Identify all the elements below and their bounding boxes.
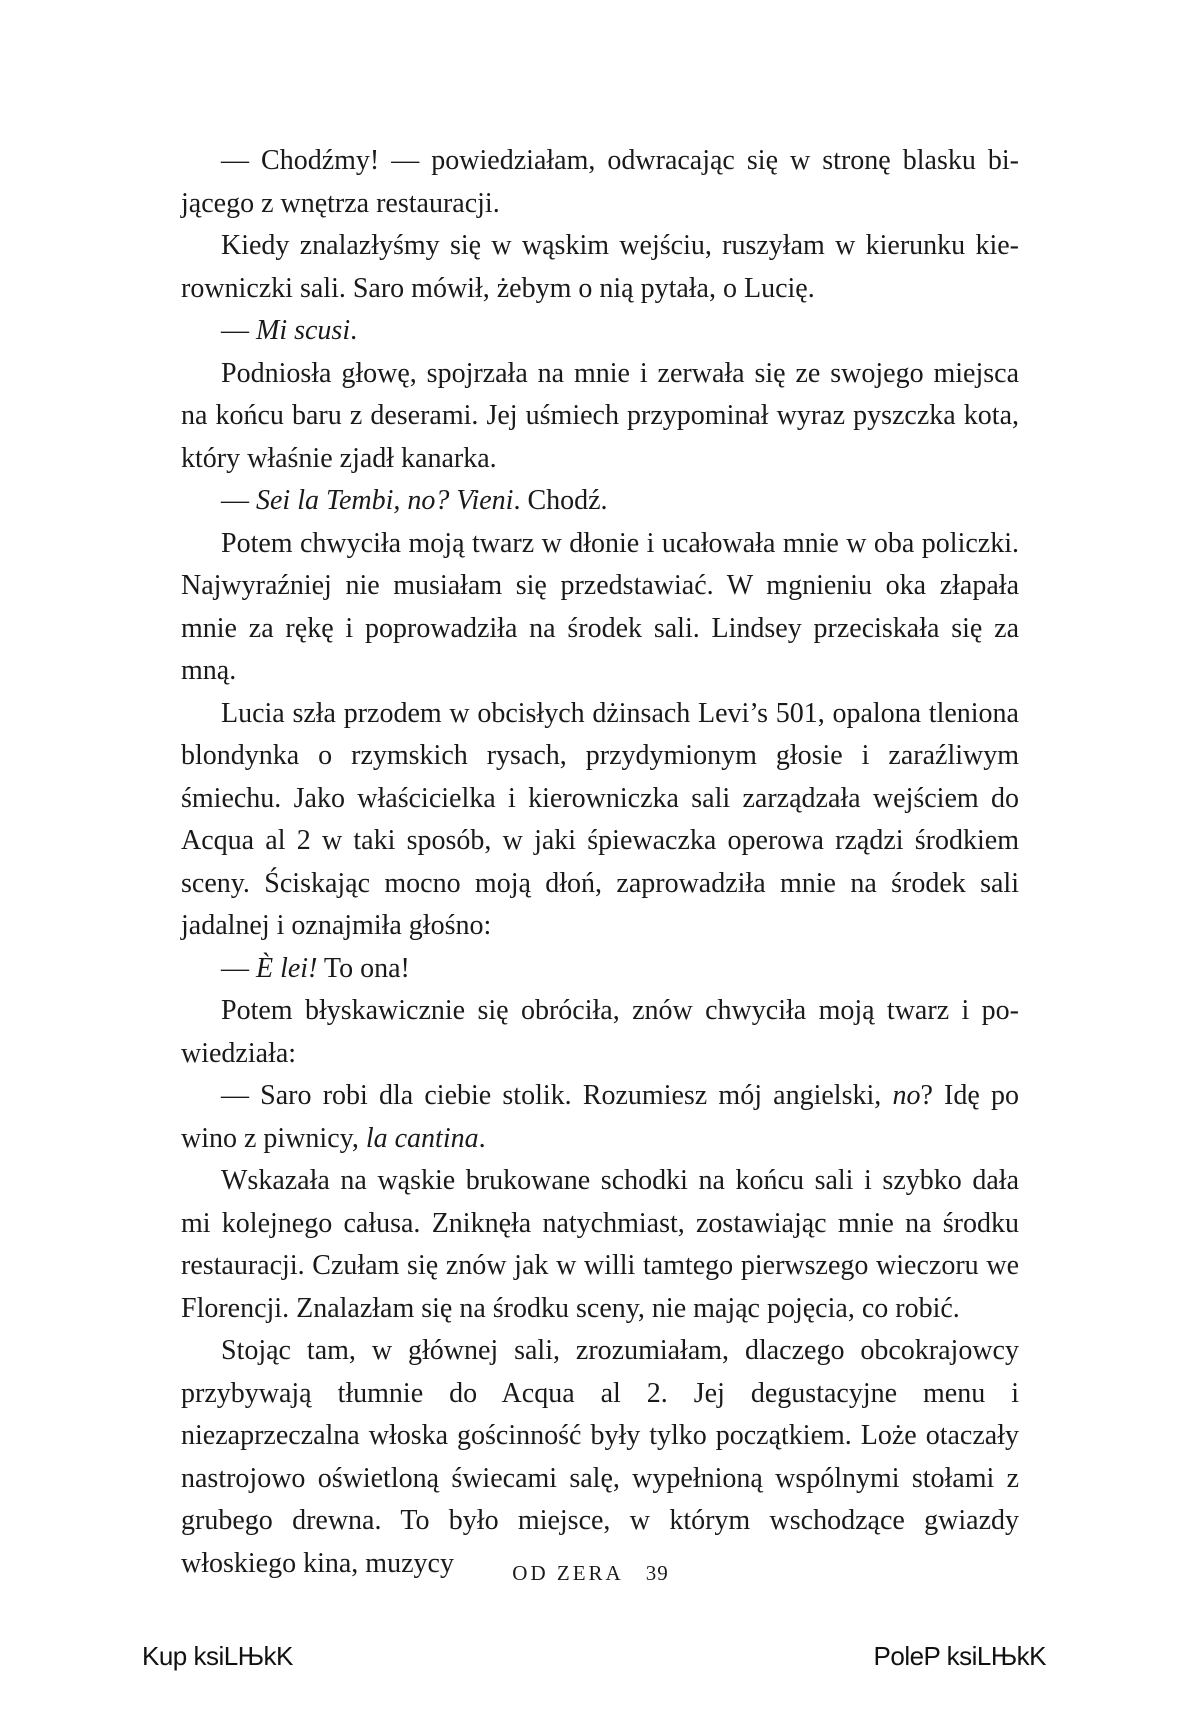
paragraph [181, 225, 1019, 310]
text-run: Potem chwyciła moją twarz w dłonie i ucałowała mnie w oba policzki. Najwyraźniej nie musiałam się przedstawiać. W mgnieniu oka złapała mnie za rękę i poprowadziła na środek sali. Lindsey przeciskała się za mną. [181, 527, 1019, 686]
text-run: Wskazała na wąskie brukowane schodki na końcu sali i szybko dała mi kolejnego całusa. Zniknęła natychmiast, zostawiając mnie na środku restauracji. Czułam się znów jak w willi tamtego pierwszego wieczoru we Florencji. Znalazłam się na środku sceny, nie mając pojęcia, co robić. [181, 1165, 1019, 1324]
text-run: Kiedy znalazłyśmy się w wąskim wejściu, ruszyłam w kierunku kierowniczki sali. Saro mówił, żebym o nią pytała, o Lucię. [181, 230, 1019, 304]
text-run: . Chodź. [513, 485, 608, 516]
paragraph [181, 140, 1019, 225]
text-run: Stojąc tam, w głównej sali, zrozumiałam, dlaczego obcokrajowcy przybywają tłumnie do Acqua al 2. Jej degustacyjne menu i niezaprzeczalna włoska gościnność były tylko początkiem. Loże otaczały nastrojowo oświetloną świecami salę, wypełnioną wspólnymi stołami z grubego drewna. To było miejsce, w którym wschodzące gwiazdy włoskiego kina, muzycy [181, 1335, 1019, 1579]
italic-text: no [892, 1080, 921, 1111]
paragraph [181, 523, 1019, 693]
paragraph [181, 1075, 1019, 1160]
text-run: — Saro robi dla ciebie stolik. Rozumiesz mój angielski, [221, 1080, 893, 1111]
italic-text: la cantina [365, 1122, 479, 1154]
body-text [181, 140, 1019, 1585]
paragraph [181, 948, 1019, 991]
paragraph [181, 480, 1019, 523]
text-run: — [221, 315, 256, 346]
text-run: — Chodźmy! — powiedziałam, odwracając się w stronę blasku bijącego z wnętrza restauracji. [181, 145, 1019, 219]
text-run: — [221, 952, 256, 984]
italic-text: Mi scusi [256, 315, 351, 346]
text-run: To ona! [317, 952, 410, 984]
text-run: . [350, 315, 358, 346]
text-run: Podniosła głowę, spojrzała na mnie i zerwała się ze swojego miejsca na końcu baru z deserami. Jej uśmiech przypominał wyraz pyszczka kota, który właśnie zjadł kanarka. [181, 357, 1019, 474]
paragraph [181, 990, 1019, 1075]
paragraph [181, 693, 1019, 948]
paragraph [181, 353, 1019, 481]
text-run: . [478, 1122, 486, 1154]
running-footer [0, 1561, 1181, 1586]
paragraph [181, 1160, 1019, 1330]
buy-book-link[interactable]: Kup ksiLЊkK [142, 1641, 293, 1671]
text-run: Lucia szła przodem w obcisłych dżinsach Levi’s 501, opalona tleniona blondynka o rzymskich rysach, przydymionym głosie i zaraźliwym śmiechu. Jako właścicielka i kierowniczka sali zarządzała wejściem do Acqua al 2 w taki sposób, w jaki śpiewaczka operowa rządzi środkiem sceny. Ściskając mocno moją dłoń, zaprowadziła mnie na środek sali jadalnej i oznajmiła głośno: [181, 697, 1019, 941]
paragraph [181, 310, 1019, 353]
paragraph [181, 1330, 1019, 1585]
running-title: OD ZERA [512, 1561, 624, 1585]
text-run: Potem błyskawicznie się obróciła, znów chwyciła moją twarz i powiedziała: [181, 995, 1019, 1069]
page-number: 39 [645, 1561, 669, 1585]
text-run: ? Idę po wino z piwnicy, [181, 1080, 1019, 1154]
italic-text: Sei la Tembi, no? Vieni [256, 485, 514, 516]
italic-text: È lei! [256, 952, 318, 984]
text-run: — [221, 485, 256, 516]
recommend-book-link[interactable]: PoleP ksiLЊkK [873, 1641, 1046, 1671]
